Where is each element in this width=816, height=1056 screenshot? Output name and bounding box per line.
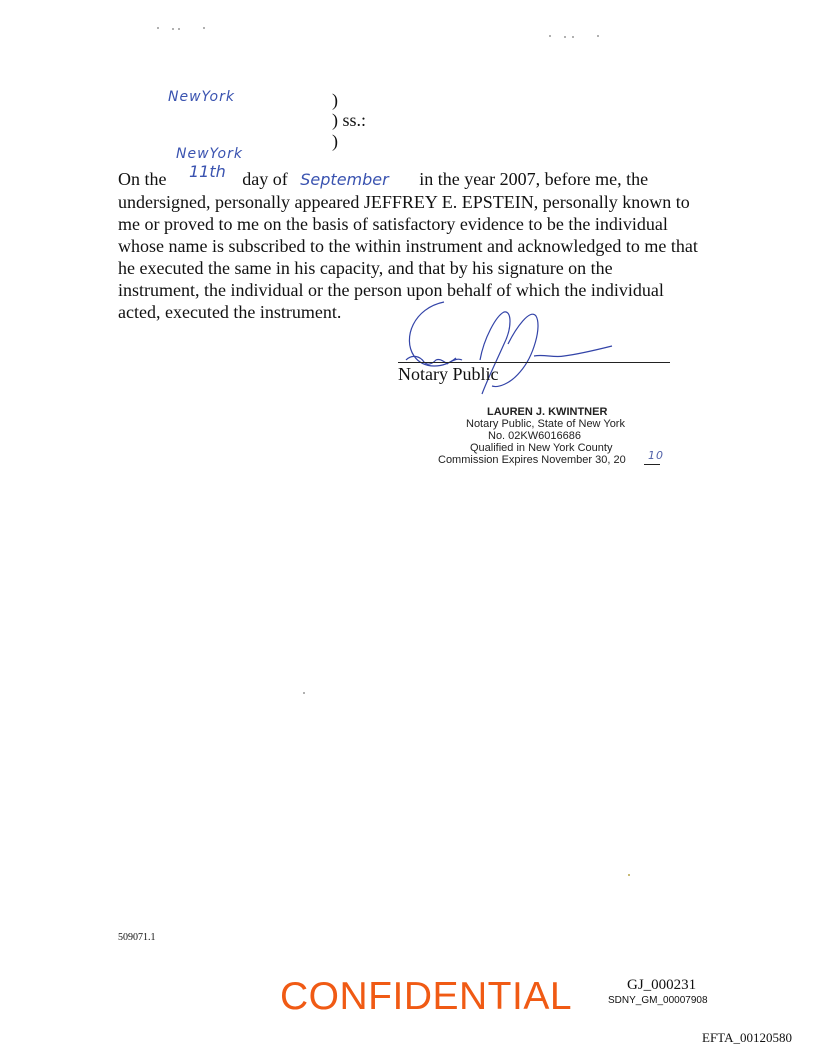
scan-speck (564, 36, 566, 38)
notary-public-label: Notary Public (398, 364, 499, 384)
scan-speck (203, 27, 205, 29)
stamp-year-underline (644, 464, 660, 465)
bates-gj-number: GJ_000231 (627, 977, 697, 993)
ack-mid-1: day of (242, 169, 288, 189)
venue-state-handwritten: NewYork (168, 89, 235, 105)
scan-speck (178, 28, 180, 30)
venue-paren-ss: ) ss.: (332, 110, 367, 130)
stamp-year-handwritten: 10 (648, 449, 664, 462)
ack-mid-2: in the year 2007, before me, the (419, 169, 649, 189)
venue-paren-3: ) (332, 131, 338, 151)
stamp-line-2: No. 02KW6016686 (488, 430, 581, 442)
notary-signature-scribble (384, 298, 684, 408)
ack-prefix: On the (118, 169, 167, 189)
scan-speck (157, 27, 159, 29)
bates-sdny-number: SDNY_GM_00007908 (608, 995, 708, 1006)
stamp-line-4: Commission Expires November 30, 20 (438, 454, 626, 466)
confidential-watermark: CONFIDENTIAL (280, 975, 573, 1018)
document-id: 509071.1 (118, 932, 156, 943)
ack-day-handwritten: 11th (189, 162, 226, 181)
scan-speck (572, 36, 574, 38)
stamp-line-3: Qualified in New York County (470, 442, 613, 454)
scan-speck (628, 874, 630, 876)
venue-paren-1: ) (332, 90, 338, 110)
scan-speck (172, 28, 174, 30)
scan-speck (303, 692, 305, 694)
stamp-line-1: Notary Public, State of New York (466, 418, 625, 430)
ack-month-handwritten: September (300, 170, 389, 189)
scan-speck (549, 35, 551, 37)
efta-number: EFTA_00120580 (702, 1030, 792, 1045)
stamp-name: LAUREN J. KWINTNER (487, 406, 608, 418)
scan-speck (597, 35, 599, 37)
venue-county-handwritten: NewYork (176, 146, 243, 162)
ack-body: undersigned, personally appeared JEFFREY E. EPSTEIN, personally known to me or proved to me on the basis of satisfactory evidence to be the individual whose name is subscribed to the within instrument and acknowledged to me that he executed the same in his capacity, and that by his signature on the instrument, the individual or the person upon behalf of which the individual acted, executed the instrument. (118, 192, 698, 322)
